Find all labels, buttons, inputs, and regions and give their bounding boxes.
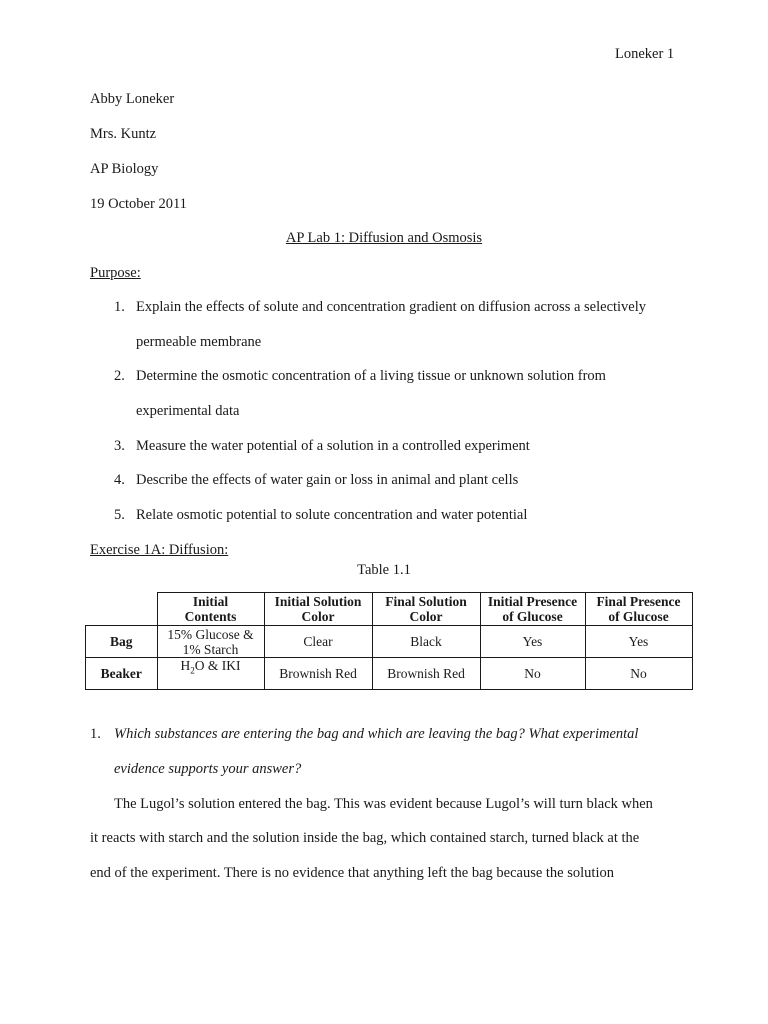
cell-text: H <box>180 658 191 673</box>
table-cell: Yes <box>480 626 585 658</box>
table-corner-cell <box>86 593 158 626</box>
list-item-text: Describe the effects of water gain or loss in animal and plant cells <box>136 472 519 488</box>
table-header-row <box>86 593 693 626</box>
course-name: AP Biology <box>90 161 159 177</box>
list-item-number: 4. <box>114 472 125 488</box>
purpose-heading: Purpose: <box>90 265 141 281</box>
cell-text: 15% Glucose & <box>167 626 254 642</box>
document-title: AP Lab 1: Diffusion and Osmosis <box>285 230 483 246</box>
table-row <box>86 658 693 690</box>
answer-text: The Lugol’s solution entered the bag. This was evident because Lugol’s will turn black when <box>114 796 653 812</box>
table-cell: Brownish Red <box>264 658 372 690</box>
list-item-text: Relate osmotic potential to solute concentration and water potential <box>136 507 528 523</box>
header-text: Final Solution <box>385 594 467 609</box>
table-header-cell <box>372 593 480 626</box>
document-date: 19 October 2011 <box>90 196 187 212</box>
cell-text: 1% Starch <box>182 641 239 657</box>
exercise-heading: Exercise 1A: Diffusion: <box>90 542 229 558</box>
list-item-text: Measure the water potential of a solution in a controlled experiment <box>136 438 530 454</box>
row-label: Bag <box>86 626 158 658</box>
answer-text: end of the experiment. There is no evidence that anything left the bag because the solution <box>90 865 614 881</box>
table-cell: Clear <box>264 626 372 658</box>
teacher-name: Mrs. Kuntz <box>90 126 157 142</box>
results-table <box>85 592 693 690</box>
header-text: Initial Solution <box>274 594 362 609</box>
question-text: evidence supports your answer? <box>114 761 302 777</box>
header-text: Initial <box>192 594 229 609</box>
header-text: Color <box>409 609 443 624</box>
table-cell <box>157 626 264 658</box>
table-header-cell <box>157 593 264 626</box>
question-text: Which substances are entering the bag and which are leaving the bag? What experimental <box>114 726 639 742</box>
header-text: Initial Presence <box>487 594 578 609</box>
header-text: Final Presence <box>596 594 681 609</box>
table-cell <box>157 658 264 690</box>
cell-text: O & IKI <box>194 658 241 673</box>
table-cell: Brownish Red <box>372 658 480 690</box>
list-item-text: Determine the osmotic concentration of a living tissue or unknown solution from <box>136 368 606 384</box>
list-item-text: experimental data <box>136 403 240 419</box>
header-text: Color <box>301 609 335 624</box>
header-text: of Glucose <box>502 609 563 624</box>
table-cell: No <box>585 658 692 690</box>
list-item-number: 5. <box>114 507 125 523</box>
table-cell: Yes <box>585 626 692 658</box>
list-item-text: permeable membrane <box>136 334 262 350</box>
header-text: Contents <box>184 609 237 624</box>
table-caption: Table 1.1 <box>357 562 411 578</box>
answer-text: it reacts with starch and the solution inside the bag, which contained starch, turned black at the <box>90 830 640 846</box>
list-item-number: 1. <box>114 299 125 315</box>
table-header-cell <box>585 593 692 626</box>
subscript: 2 <box>190 665 195 676</box>
list-item-text: Explain the effects of solute and concentration gradient on diffusion across a selectively <box>136 299 647 315</box>
table-header-cell <box>264 593 372 626</box>
question-number: 1. <box>90 726 101 742</box>
table-header-cell <box>480 593 585 626</box>
table-row <box>86 626 693 658</box>
running-head: Loneker 1 <box>615 46 675 62</box>
list-item-number: 3. <box>114 438 125 454</box>
student-name: Abby Loneker <box>90 91 175 107</box>
list-item-number: 2. <box>114 368 125 384</box>
row-label: Beaker <box>86 658 158 690</box>
table-cell: Black <box>372 626 480 658</box>
table-cell: No <box>480 658 585 690</box>
header-text: of Glucose <box>608 609 669 624</box>
